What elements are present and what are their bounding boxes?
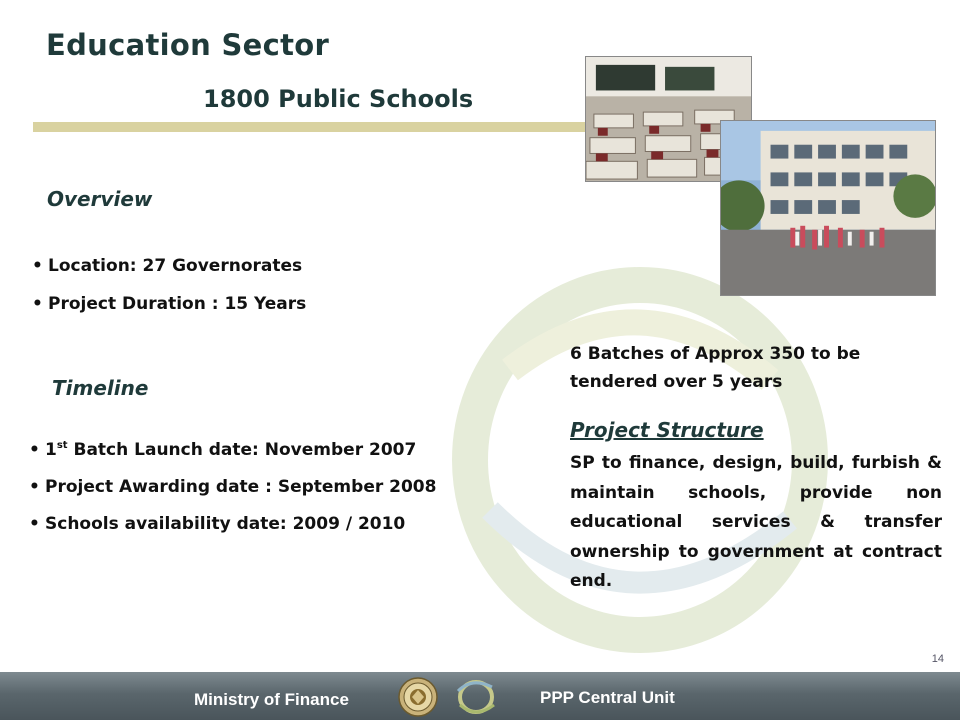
- timeline-heading: Timeline: [52, 376, 149, 400]
- timeline-awarding-item: • Project Awarding date : September 2008: [29, 477, 436, 514]
- timeline-list: [29, 440, 436, 551]
- school-building-photo: [720, 120, 936, 296]
- batch-ordinal-suffix: st: [56, 440, 68, 451]
- ministry-seal-icon: [398, 677, 438, 717]
- overview-heading: Overview: [47, 187, 153, 211]
- batch-ordinal-number: 1: [45, 440, 57, 460]
- page-number: 14: [931, 653, 944, 665]
- batches-text: 6 Batches of Approx 350 to be tendered over 5 years: [570, 344, 861, 392]
- project-structure-body: SP to finance, design, build, furbish & maintain schools, provide non educational services & transfer ownership to government at contract end.: [570, 453, 942, 591]
- timeline-first-batch-item: [29, 440, 436, 477]
- overview-list: [32, 256, 306, 332]
- slide-subtitle: 1800 Public Schools: [203, 85, 474, 113]
- footer-bar: [0, 672, 960, 720]
- overview-duration-item: • Project Duration : 15 Years: [32, 294, 306, 332]
- batch-launch-text: Batch Launch date: November 2007: [67, 440, 417, 460]
- title-underline-rule: [33, 122, 588, 132]
- timeline-availability-item: • Schools availability date: 2009 / 2010: [29, 514, 436, 551]
- slide-title: Education Sector: [46, 28, 330, 62]
- footer-ministry-label: Ministry of Finance: [194, 690, 349, 709]
- ppp-swirl-logo-icon: [452, 675, 498, 717]
- project-structure-heading: Project Structure: [570, 418, 764, 442]
- overview-location-item: • Location: 27 Governorates: [32, 256, 306, 294]
- footer-ppp-unit-label: PPP Central Unit: [540, 688, 675, 707]
